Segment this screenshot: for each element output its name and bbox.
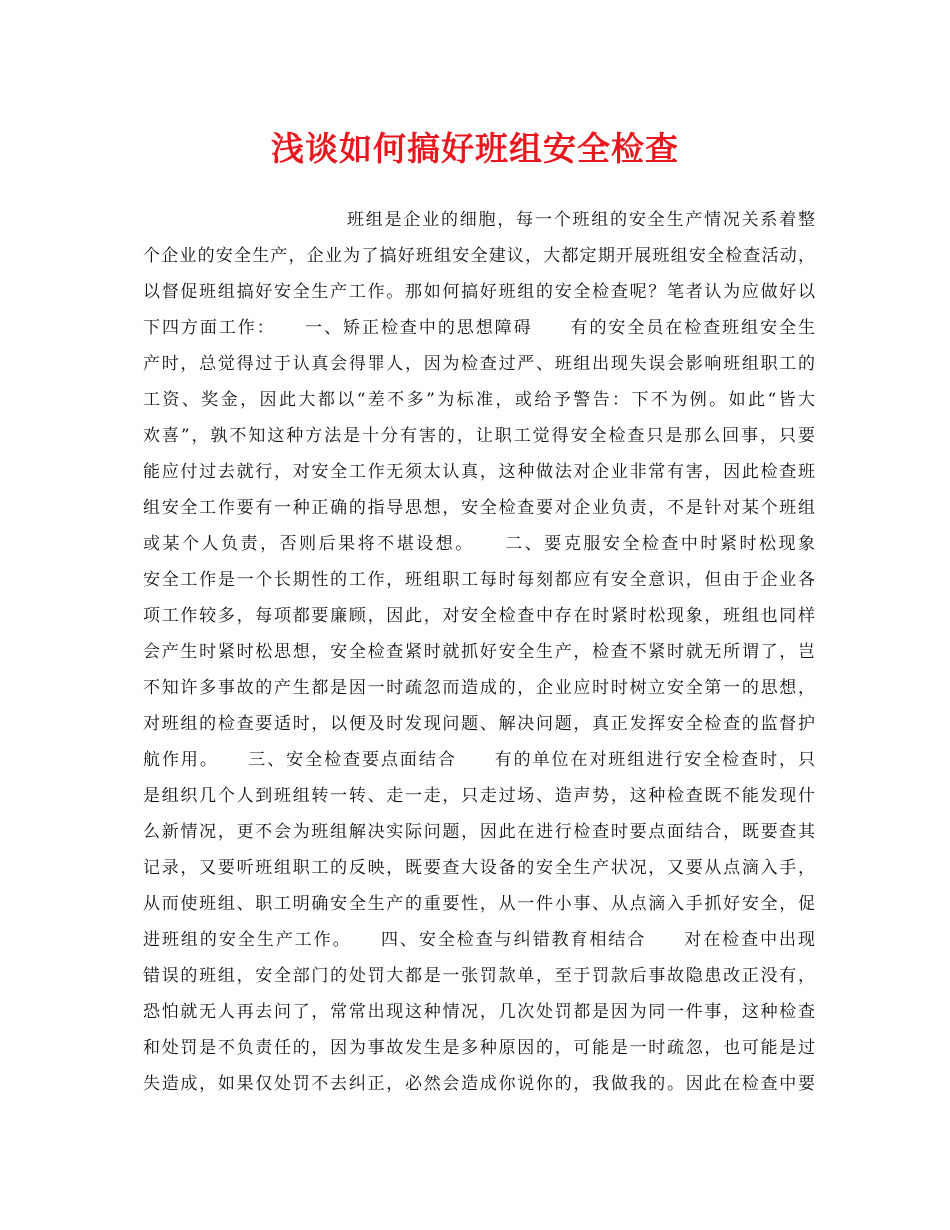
body-line: 和处罚是不负责任的，因为事故发生是多种原因的，可能是一时疏忽，也可能是过 [143, 1038, 815, 1058]
body-line: 组安全工作要有一种正确的指导思想，安全检查要对企业负责，不是针对某个班组 [143, 498, 815, 518]
body-line: 从而使班组、职工明确安全生产的重要性，从一件小事、从点滴入手抓好安全，促 [143, 894, 815, 914]
body-line: 项工作较多，每项都要廉顾，因此，对安全检查中存在时紧时松现象，班组也同样 [143, 606, 815, 626]
body-line: 产时，总觉得过于认真会得罪人，因为检查过严、班组出现失误会影响班组职工的 [143, 354, 815, 374]
body-line: 班组是企业的细胞，每一个班组的安全生产情况关系着整 [347, 210, 815, 230]
body-line: 对班组的检查要适时，以便及时发现问题、解决问题，真正发挥安全检查的监督护 [143, 714, 815, 734]
body-line: 工资、奖金，因此大都以“差不多”为标准，或给予警告：下不为例。如此“皆大 [143, 390, 815, 410]
body-line: 下四方面工作： 一、矫正检查中的思想障碍 有的安全员在检查班组安全生 [143, 318, 815, 338]
body-line: 能应付过去就行，对安全工作无须太认真，这种做法对企业非常有害，因此检查班 [143, 462, 815, 482]
body-line: 航作用。 三、安全检查要点面结合 有的单位在对班组进行安全检查时，只 [143, 750, 815, 770]
body-line: 么新情况，更不会为班组解决实际问题，因此在进行检查时要点面结合，既要查其 [143, 822, 815, 842]
body-line: 是组织几个人到班组转一转、走一走，只走过场、造声势，这种检查既不能发现什 [143, 786, 815, 806]
body-line: 欢喜”，孰不知这种方法是十分有害的，让职工觉得安全检查只是那么回事，只要 [143, 426, 815, 446]
body-line: 安全工作是一个长期性的工作，班组职工每时每刻都应有安全意识，但由于企业各 [143, 570, 815, 590]
body-line: 个企业的安全生产，企业为了搞好班组安全建议，大都定期开展班组安全检查活动， [143, 246, 815, 266]
body-line: 或某个人负责，否则后果将不堪设想。 二、要克服安全检查中时紧时松现象 [143, 534, 815, 554]
document-title: 浅谈如何搞好班组安全检查 [271, 129, 679, 168]
body-line: 进班组的安全生产工作。 四、安全检查与纠错教育相结合 对在检查中出现 [143, 930, 815, 950]
body-line: 不知许多事故的产生都是因一时疏忽而造成的，企业应时时树立安全第一的思想， [143, 678, 815, 698]
body-line: 失造成，如果仅处罚不去纠正，必然会造成你说你的，我做我的。因此在检查中要 [143, 1074, 815, 1094]
body-line: 恐怕就无人再去问了，常常出现这种情况，几次处罚都是因为同一件事，这种检查 [143, 1002, 815, 1022]
body-line: 以督促班组搞好安全生产工作。那如何搞好班组的安全检查呢？笔者认为应做好以 [143, 282, 815, 302]
body-line: 记录，又要听班组职工的反映，既要查大设备的安全生产状况，又要从点滴入手， [143, 858, 815, 878]
body-line: 会产生时紧时松思想，安全检查紧时就抓好安全生产，检查不紧时就无所谓了，岂 [143, 642, 815, 662]
body-line: 错误的班组，安全部门的处罚大都是一张罚款单，至于罚款后事故隐患改正没有， [143, 966, 815, 986]
